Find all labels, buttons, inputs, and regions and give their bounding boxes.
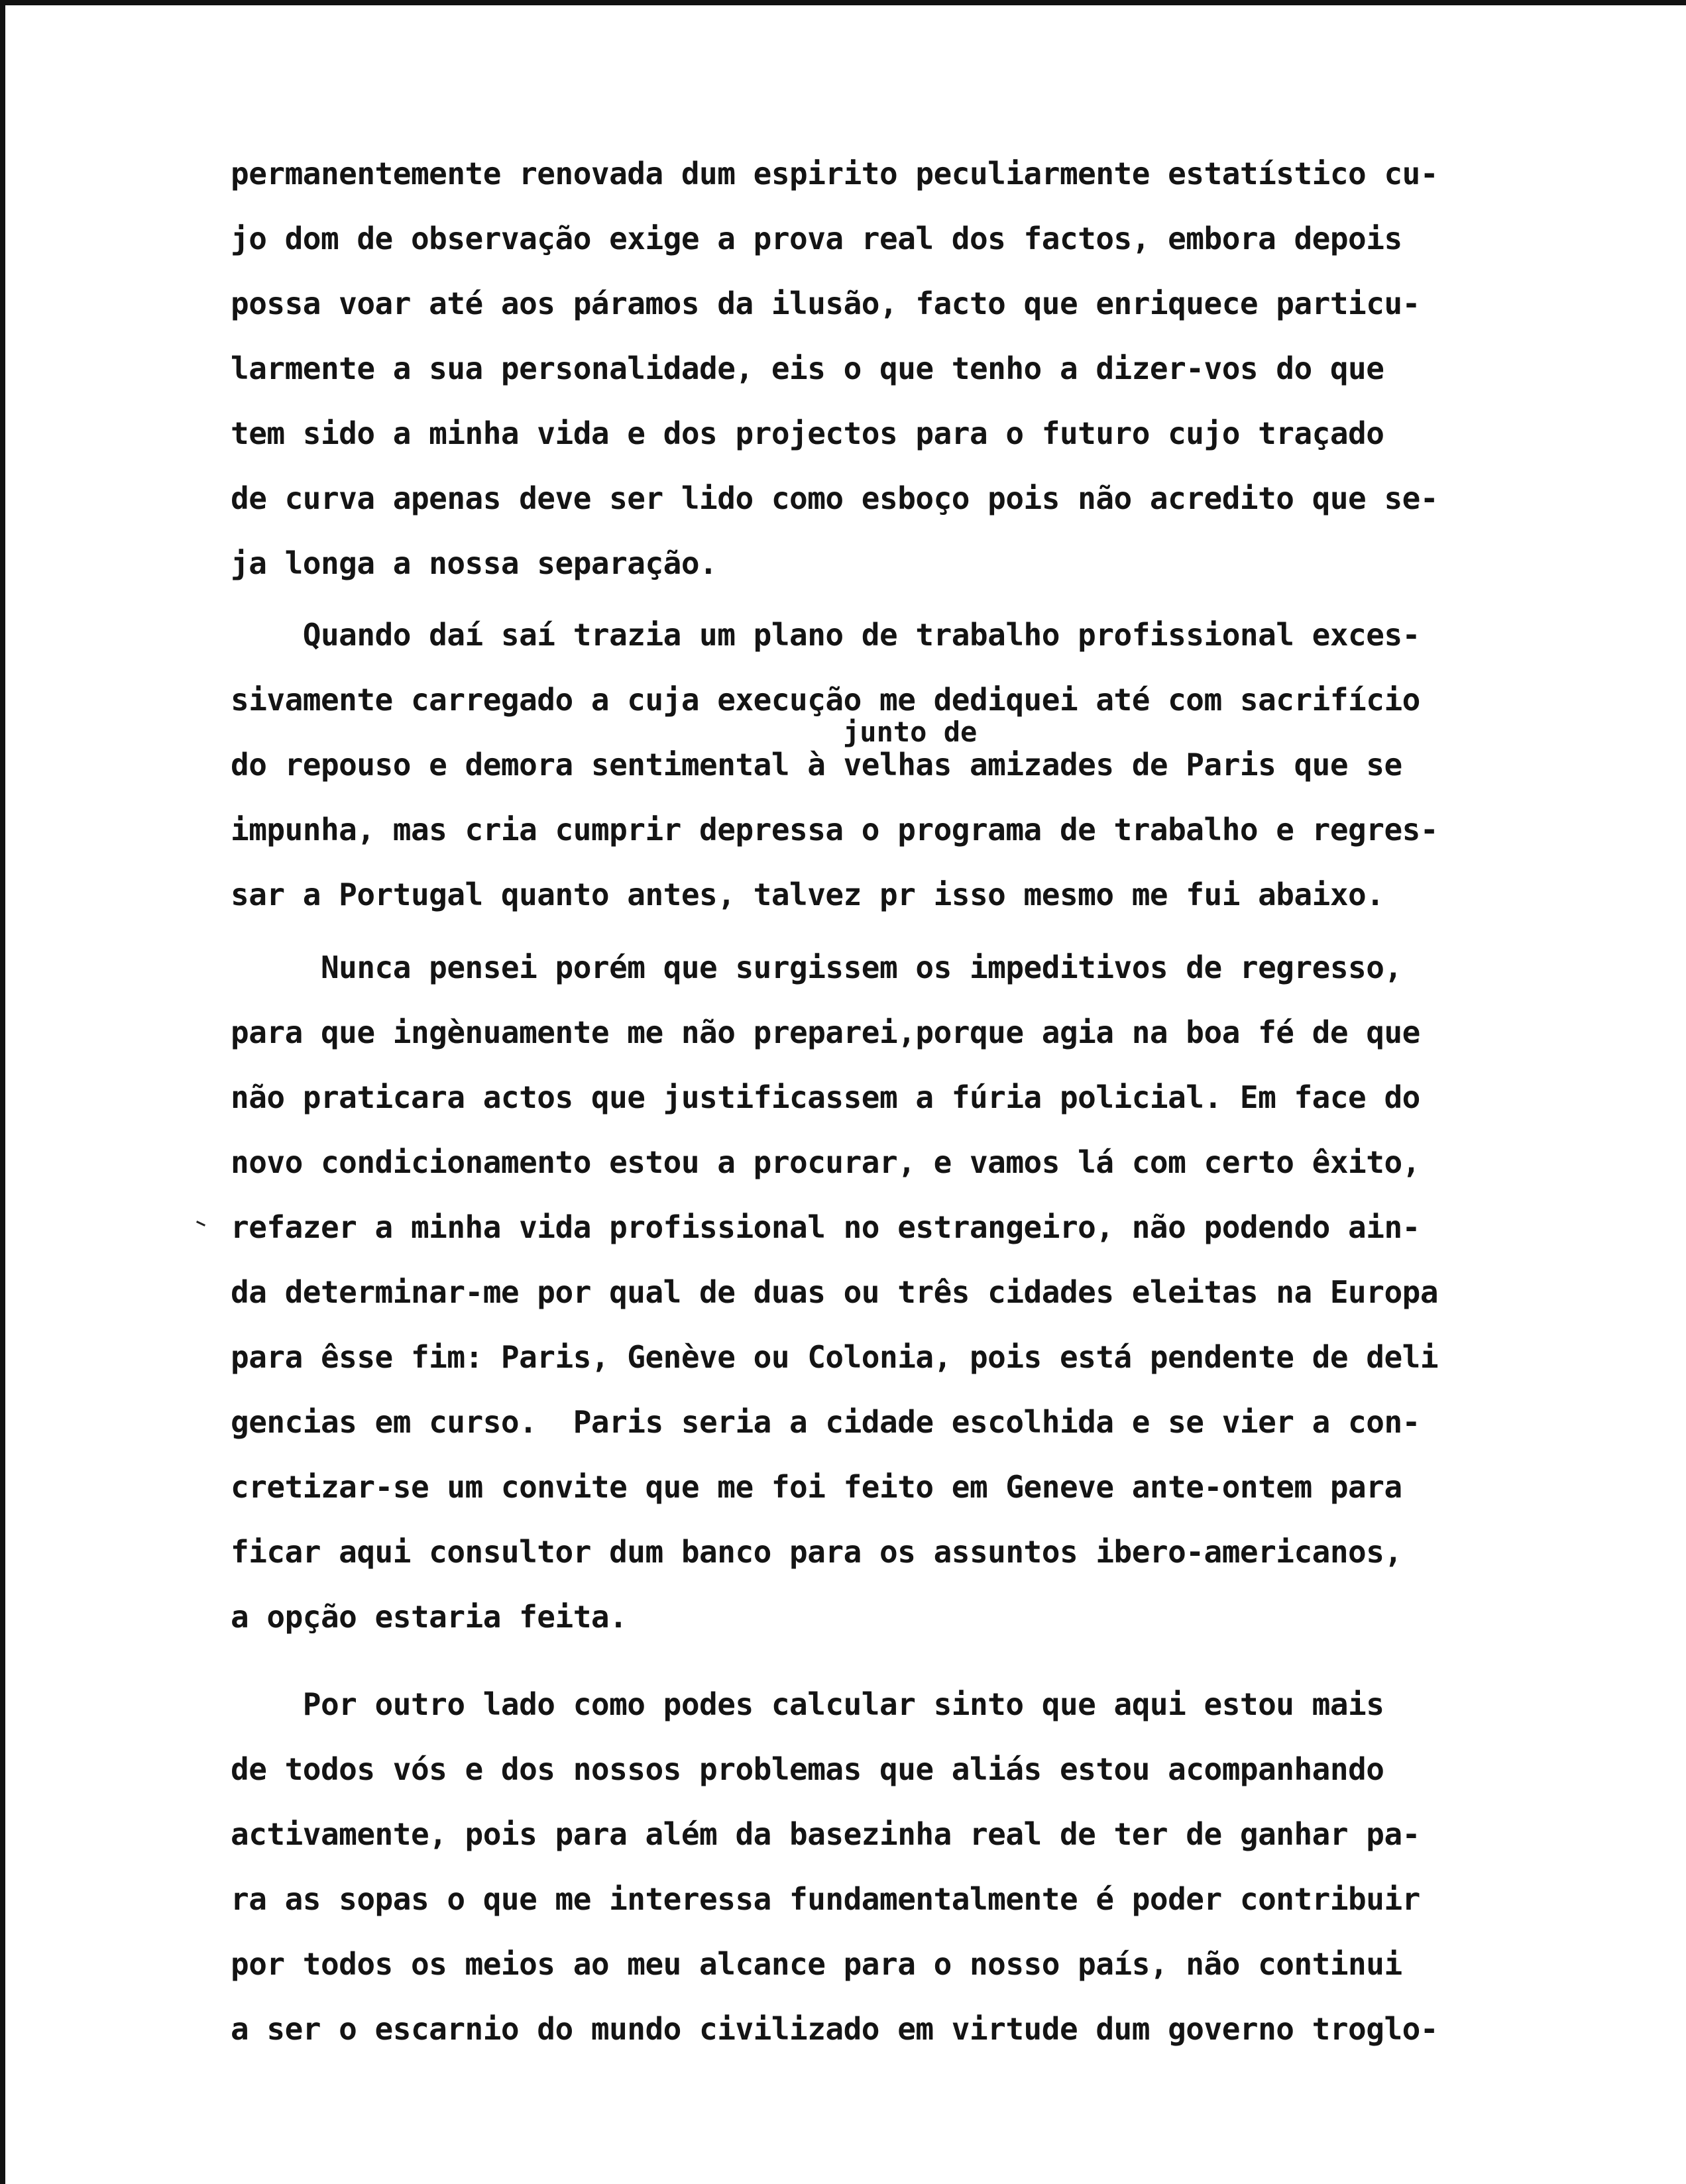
page-border-top <box>0 0 1686 5</box>
text-line-2: jo dom de observação exige a prova real dos factos, embora depois <box>231 221 1402 256</box>
text-line-12: sar a Portugal quanto antes, talvez pr isso mesmo me fui abaixo. <box>231 877 1384 912</box>
text-line-26: activamente, pois para além da basezinha real de ter de ganhar pa- <box>231 1816 1420 1852</box>
text-line-17: refazer a minha vida profissional no estrangeiro, não podendo ain- <box>231 1209 1420 1245</box>
text-line-24: Por outro lado como podes calcular sinto que aqui estou mais <box>231 1686 1384 1722</box>
text-line-5: tem sido a minha vida e dos projectos para o futuro cujo traçado <box>231 415 1384 451</box>
text-line-3: possa voar até aos páramos da ilusão, facto que enriquece particu- <box>231 286 1420 321</box>
text-line-21: cretizar-se um convite que me foi feito em Geneve ante-ontem para <box>231 1469 1402 1505</box>
text-line-8: Quando daí saí trazia um plano de trabalho profissional exces- <box>231 617 1420 653</box>
text-line-25: de todos vós e dos nossos problemas que aliás estou acompanhando <box>231 1751 1384 1787</box>
text-line-29: a ser o escarnio do mundo civilizado em virtude dum governo troglo- <box>231 2011 1439 2047</box>
text-line-4: larmente a sua personalidade, eis o que tenho a dizer-vos do que <box>231 351 1384 386</box>
text-line-9: sivamente carregado a cuja execução me dediquei até com sacrifício <box>231 682 1420 718</box>
text-line-27: ra as sopas o que me interessa fundamentalmente é poder contribuir <box>231 1881 1420 1917</box>
interlinear-insert: junto de <box>843 716 978 748</box>
text-line-22: ficar aqui consultor dum banco para os assuntos ibero-americanos, <box>231 1534 1402 1570</box>
text-line-28: por todos os meios ao meu alcance para o nosso país, não continui <box>231 1946 1402 1982</box>
text-line-11: impunha, mas cria cumprir depressa o programa de trabalho e regres- <box>231 812 1439 847</box>
text-line-13: Nunca pensei porém que surgissem os impeditivos de regresso, <box>231 950 1402 985</box>
text-line-15: não praticara actos que justificassem a fúria policial. Em face do <box>231 1079 1420 1115</box>
text-line-23: a opção estaria feita. <box>231 1599 628 1635</box>
text-line-19: para êsse fim: Paris, Genève ou Colonia, pois está pendente de deli <box>231 1339 1439 1375</box>
page-border-left <box>0 0 5 2184</box>
text-line-18: da determinar-me por qual de duas ou três cidades eleitas na Europa <box>231 1274 1439 1310</box>
text-line-16: novo condicionamento estou a procurar, e vamos lá com certo êxito, <box>231 1144 1420 1180</box>
text-line-1: permanentemente renovada dum espirito peculiarmente estatístico cu- <box>231 156 1439 191</box>
text-line-10: do repouso e demora sentimental à velhas amizades de Paris que se <box>231 747 1402 783</box>
text-line-20: gencias em curso. Paris seria a cidade escolhida e se vier a con- <box>231 1404 1420 1440</box>
text-line-7: ja longa a nossa separação. <box>231 545 718 581</box>
text-line-14: para que ingènuamente me não preparei,porque agia na boa fé de que <box>231 1014 1420 1050</box>
text-line-6: de curva apenas deve ser lido como esboço pois não acredito que se- <box>231 480 1439 516</box>
margin-tick-mark <box>196 1221 205 1227</box>
